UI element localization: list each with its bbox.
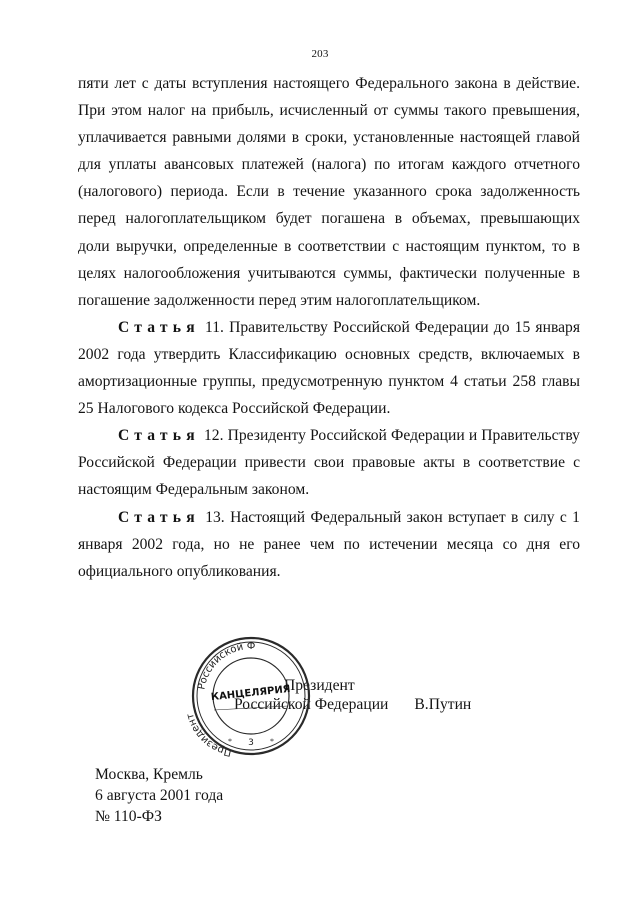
- article-12-number: 12.: [203, 427, 224, 445]
- article-11-label: Статья: [118, 318, 200, 336]
- paragraph-continuation: пяти лет с даты вступления настоящего Федерального закона в действие. При этом налог на прибыль, исчисленный от суммы такого превышения, уплачивается равными долями в сроки, установленные настоящей главой для уплаты авансовых платежей (налога) по итогам каждого отчетного (налогового) периода. Если в течение указанного срока задолженность перед налогоплательщиком будет погашена в объемах, превышающих доли выручки, определенные в соответствии с настоящим пунктом, то в целях налогообложения учитываются суммы, фактически полученные в погашение задолженности перед этим налогоплательщиком.: [78, 75, 580, 309]
- article-13: [78, 504, 580, 585]
- article-13-label: Статья: [118, 508, 200, 526]
- article-13-number: 13.: [205, 508, 225, 526]
- stamp-star-right: *: [270, 737, 274, 746]
- law-number: № 110-ФЗ: [95, 808, 162, 825]
- signature-name: В.Путин: [414, 696, 472, 713]
- stamp-center-text: КАНЦЕЛЯРИЯ: [210, 683, 291, 704]
- stamp-left-text: Президент: [184, 712, 233, 758]
- signing-place: Москва, Кремль: [95, 766, 203, 783]
- stamp-star-left: *: [228, 737, 232, 746]
- place-date-block: [95, 764, 223, 827]
- signature-title-line1: Президент: [284, 677, 355, 694]
- stamp-top-text: Российской Ф: [196, 640, 256, 691]
- stamp-number: 3: [248, 738, 254, 748]
- official-stamp: [176, 632, 326, 760]
- article-11-text: Правительству Российской Федерации до 15 января 2002 года утвердить Классификацию основных средств, включаемых в амортизационные группы, предусмотренную пунктом 4 статьи 258 главы 25 Налогового кодекса Российской Федерации.: [78, 318, 580, 418]
- document-body: [78, 70, 580, 585]
- article-12: [78, 422, 580, 503]
- article-13-text: Настоящий Федеральный закон вступает в силу с 1 января 2002 года, но не ранее чем по истечении месяца со дня его официального опубликования.: [78, 508, 580, 580]
- article-11-number: 11.: [205, 318, 224, 336]
- page-number: 203: [311, 48, 329, 60]
- signature-title-line2: Российской Федерации: [234, 696, 389, 713]
- article-11: [78, 314, 580, 422]
- article-12-label: Статья: [118, 427, 200, 445]
- signing-date: 6 августа 2001 года: [95, 787, 224, 804]
- article-12-text: Президенту Российской Федерации и Правительству Российской Федерации привести свои правовые акты в соответствие с настоящим Федеральным законом.: [78, 427, 580, 499]
